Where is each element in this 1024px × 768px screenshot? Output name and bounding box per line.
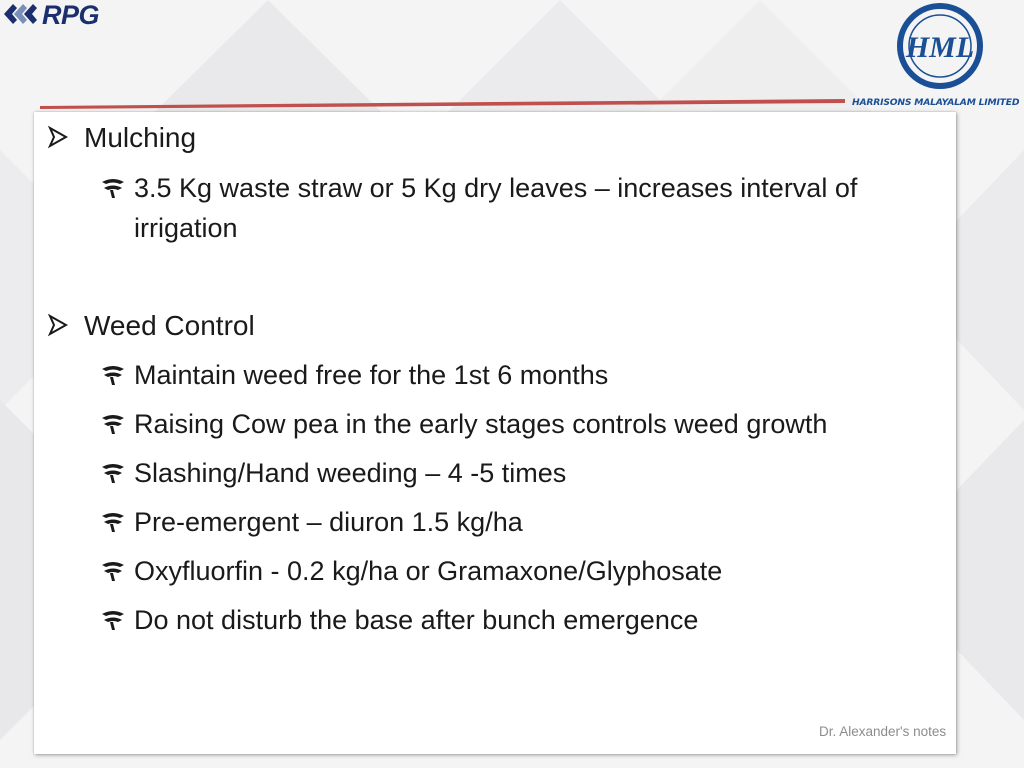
list-item-text: 3.5 Kg waste straw or 5 Kg dry leaves – increases interval of irrigation: [134, 173, 858, 243]
section-heading: Mulching: [84, 122, 197, 153]
leaf-bullet-icon: [100, 608, 126, 632]
leaf-bullet-icon: [100, 461, 126, 485]
hml-logo: [894, 0, 986, 94]
rpg-logo: [2, 0, 142, 28]
header-divider: [0, 92, 860, 112]
arrow-bullet-icon: [48, 313, 68, 337]
hml-caption: HARRISONS MALAYALAM LIMITED: [852, 97, 1020, 108]
list-item-text: Do not disturb the base after bunch emergence: [134, 605, 699, 635]
list-item-text: Pre-emergent – diuron 1.5 kg/ha: [134, 507, 523, 537]
footer-note: Dr. Alexander's notes: [819, 724, 947, 739]
leaf-bullet-icon: [100, 510, 126, 534]
rpg-logo-text: RPG: [42, 0, 100, 28]
section-heading: Weed Control: [84, 310, 255, 341]
list-item-text: Maintain weed free for the 1st 6 months: [134, 360, 609, 390]
leaf-bullet-icon: [100, 412, 126, 436]
leaf-bullet-icon: [100, 176, 126, 200]
list-item-text: Oxyfluorfin - 0.2 kg/ha or Gramaxone/Glyphosate: [134, 556, 723, 586]
leaf-bullet-icon: [100, 363, 126, 387]
list-item-text: Raising Cow pea in the early stages controls weed growth: [134, 409, 828, 439]
leaf-bullet-icon: [100, 559, 126, 583]
hml-monogram: HML: [905, 31, 975, 64]
list-item-text: Slashing/Hand weeding – 4 -5 times: [134, 458, 567, 488]
arrow-bullet-icon: [48, 125, 68, 149]
